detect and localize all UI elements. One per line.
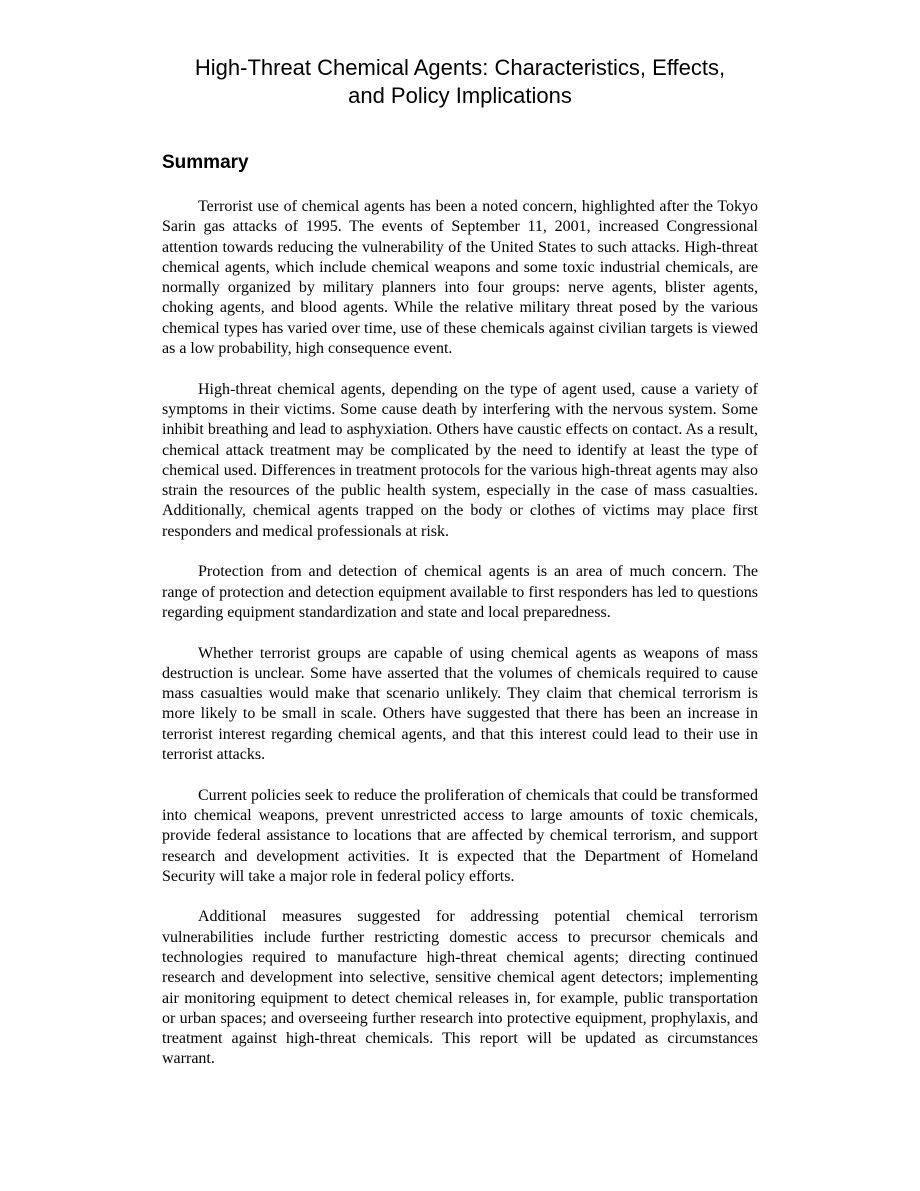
summary-body (162, 197, 758, 1070)
document-title-line-2: and Policy Implications (348, 83, 572, 108)
section-heading-summary: Summary (162, 152, 249, 173)
paragraph: Terrorist use of chemical agents has been a noted concern, highlighted after the Tokyo Sarin gas attacks of 1995. The events of September 11, 2001, increased Congressional attention towards reducing the vulnerability of the United States to such attacks. High-threat chemical agents, which include chemical weapons and some toxic industrial chemicals, are normally organized by military planners into four groups: nerve agents, blister agents, choking agents, and blood agents. While the relative military threat posed by the various chemical types has varied over time, use of these chemicals against civilian targets is viewed as a low probability, high consequence event. (162, 198, 758, 358)
paragraph: Additional measures suggested for addressing potential chemical terrorism vulnerabilities include further restricting domestic access to precursor chemicals and technologies required to manufacture high-threat chemical agents; directing continued research and development into selective, sensitive chemical agent detectors; implementing air monitoring equipment to detect chemical releases in, for example, public transportation or urban spaces; and overseeing further research into protective equipment, prophylaxis, and treatment against high-threat chemicals. This report will be updated as circumstances warrant. (162, 908, 758, 1068)
document-title-line-1: High-Threat Chemical Agents: Characteristics, Effects, (194, 55, 726, 80)
paragraph: Current policies seek to reduce the proliferation of chemicals that could be transformed into chemical weapons, prevent unrestricted access to large amounts of toxic chemicals, provide federal assistance to locations that are affected by chemical terrorism, and support research and development activities. It is expected that the Department of Homeland Security will take a major role in federal policy efforts. (162, 786, 758, 885)
document-page (162, 54, 758, 1070)
document-title (162, 54, 758, 110)
paragraph: High-threat chemical agents, depending on the type of agent used, cause a variety of symptoms in their victims. Some cause death by interfering with the nervous system. Some inhibit breathing and lead to asphyxiation. Others have caustic effects on contact. As a result, chemical attack treatment may be complicated by the need to identify at least the type of chemical used. Differences in treatment protocols for the various high-threat agents may also strain the resources of the public health system, especially in the case of mass casualties. Additionally, chemical agents trapped on the body or clothes of victims may place first responders and medical professionals at risk. (162, 380, 758, 540)
paragraph: Whether terrorist groups are capable of using chemical agents as weapons of mass destruction is unclear. Some have asserted that the volumes of chemicals required to cause mass casualties would make that scenario unlikely. They claim that chemical terrorism is more likely to be small in scale. Others have suggested that there has been an increase in terrorist interest regarding chemical agents, and that this interest could lead to their use in terrorist attacks. (162, 644, 758, 764)
paragraph: Protection from and detection of chemical agents is an area of much concern. The range of protection and detection equipment available to first responders has led to questions regarding equipment standardization and state and local preparedness. (162, 563, 758, 621)
